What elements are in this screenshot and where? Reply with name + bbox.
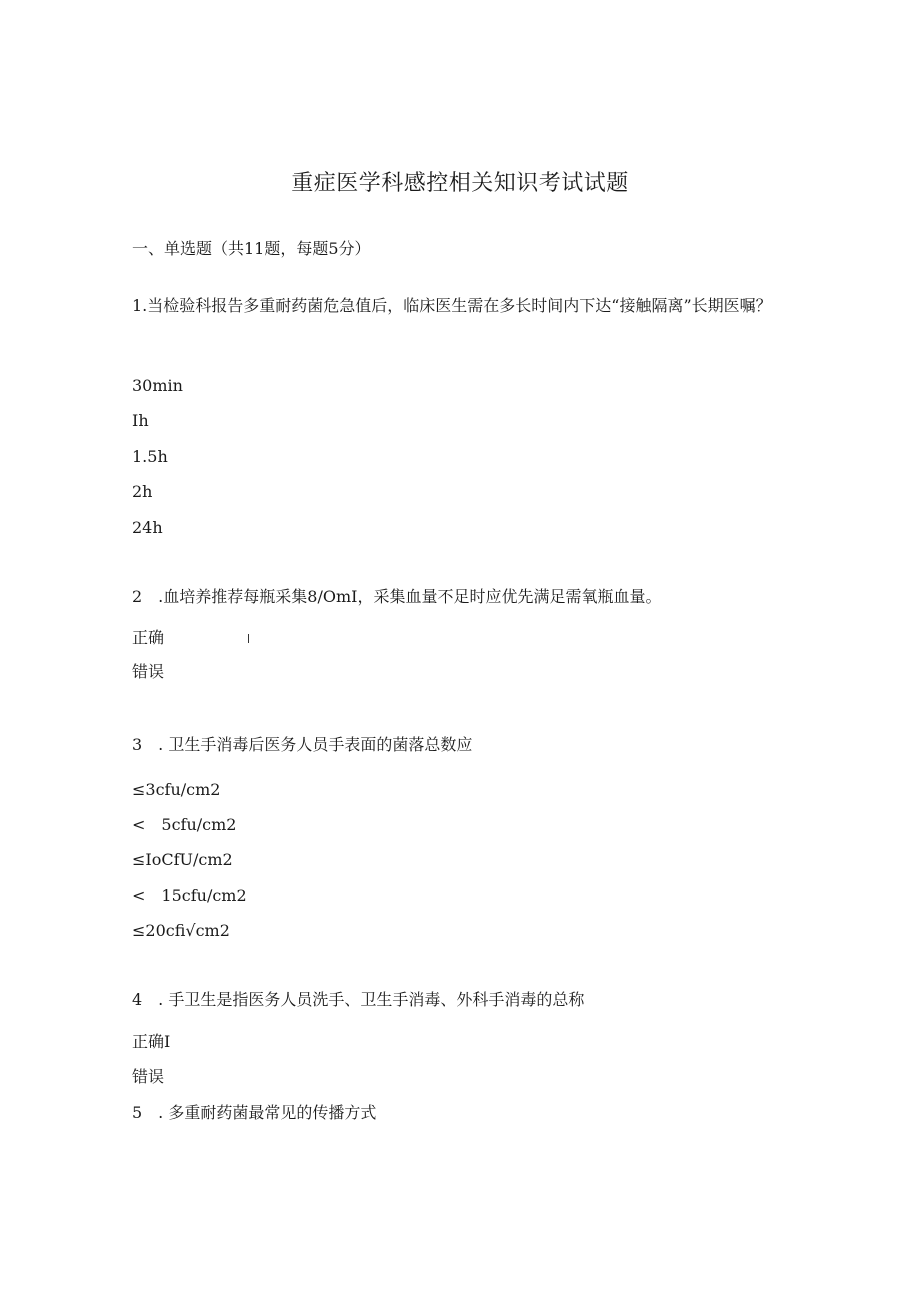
question-3-option-5: ≤20cfi√cm2 (132, 921, 230, 940)
question-3-option-4: < 15cfu∕cm2 (132, 886, 247, 905)
question-4-option-1: 正确I (132, 1032, 171, 1051)
question-1-option-5: 24h (132, 518, 163, 537)
question-1-option-3: 1.5h (132, 447, 168, 466)
question-4-text: 4 . 手卫生是指医务人员洗手、卫生手消毒、外科手消毒的总称 (132, 990, 585, 1009)
question-1-option-1: 30min (132, 376, 183, 395)
question-2-option-2: 错误 (132, 662, 165, 681)
question-1-text: 1.当检验科报告多重耐药菌危急值后，临床医生需在多长时间内下达“接触隔离”长期医嘱？ (132, 296, 772, 315)
question-4-option-2: 错误 (132, 1067, 165, 1086)
question-5-text: 5 . 多重耐药菌最常见的传播方式 (132, 1103, 377, 1122)
question-1-option-4: 2h (132, 482, 153, 501)
question-3-option-3: ≤IoCfU/cm2 (132, 850, 233, 869)
question-3-text: 3 . 卫生手消毒后医务人员手表面的菌落总数应 (132, 735, 473, 754)
section-heading: 一、单选题（共11题，每题5分） (132, 239, 371, 258)
question-3-option-2: < 5cfu∕cm2 (132, 815, 237, 834)
stray-mark (248, 634, 249, 643)
question-2-option-1: 正确 (132, 628, 165, 647)
question-2-text: 2 .血培养推荐每瓶采集8/OmI，采集血量不足时应优先满足需氧瓶血量。 (132, 587, 662, 606)
question-3-option-1: ≤3cfu∕cm2 (132, 780, 221, 799)
question-1-option-2: Ih (132, 411, 149, 430)
page-title: 重症医学科感控相关知识考试试题 (291, 171, 629, 196)
